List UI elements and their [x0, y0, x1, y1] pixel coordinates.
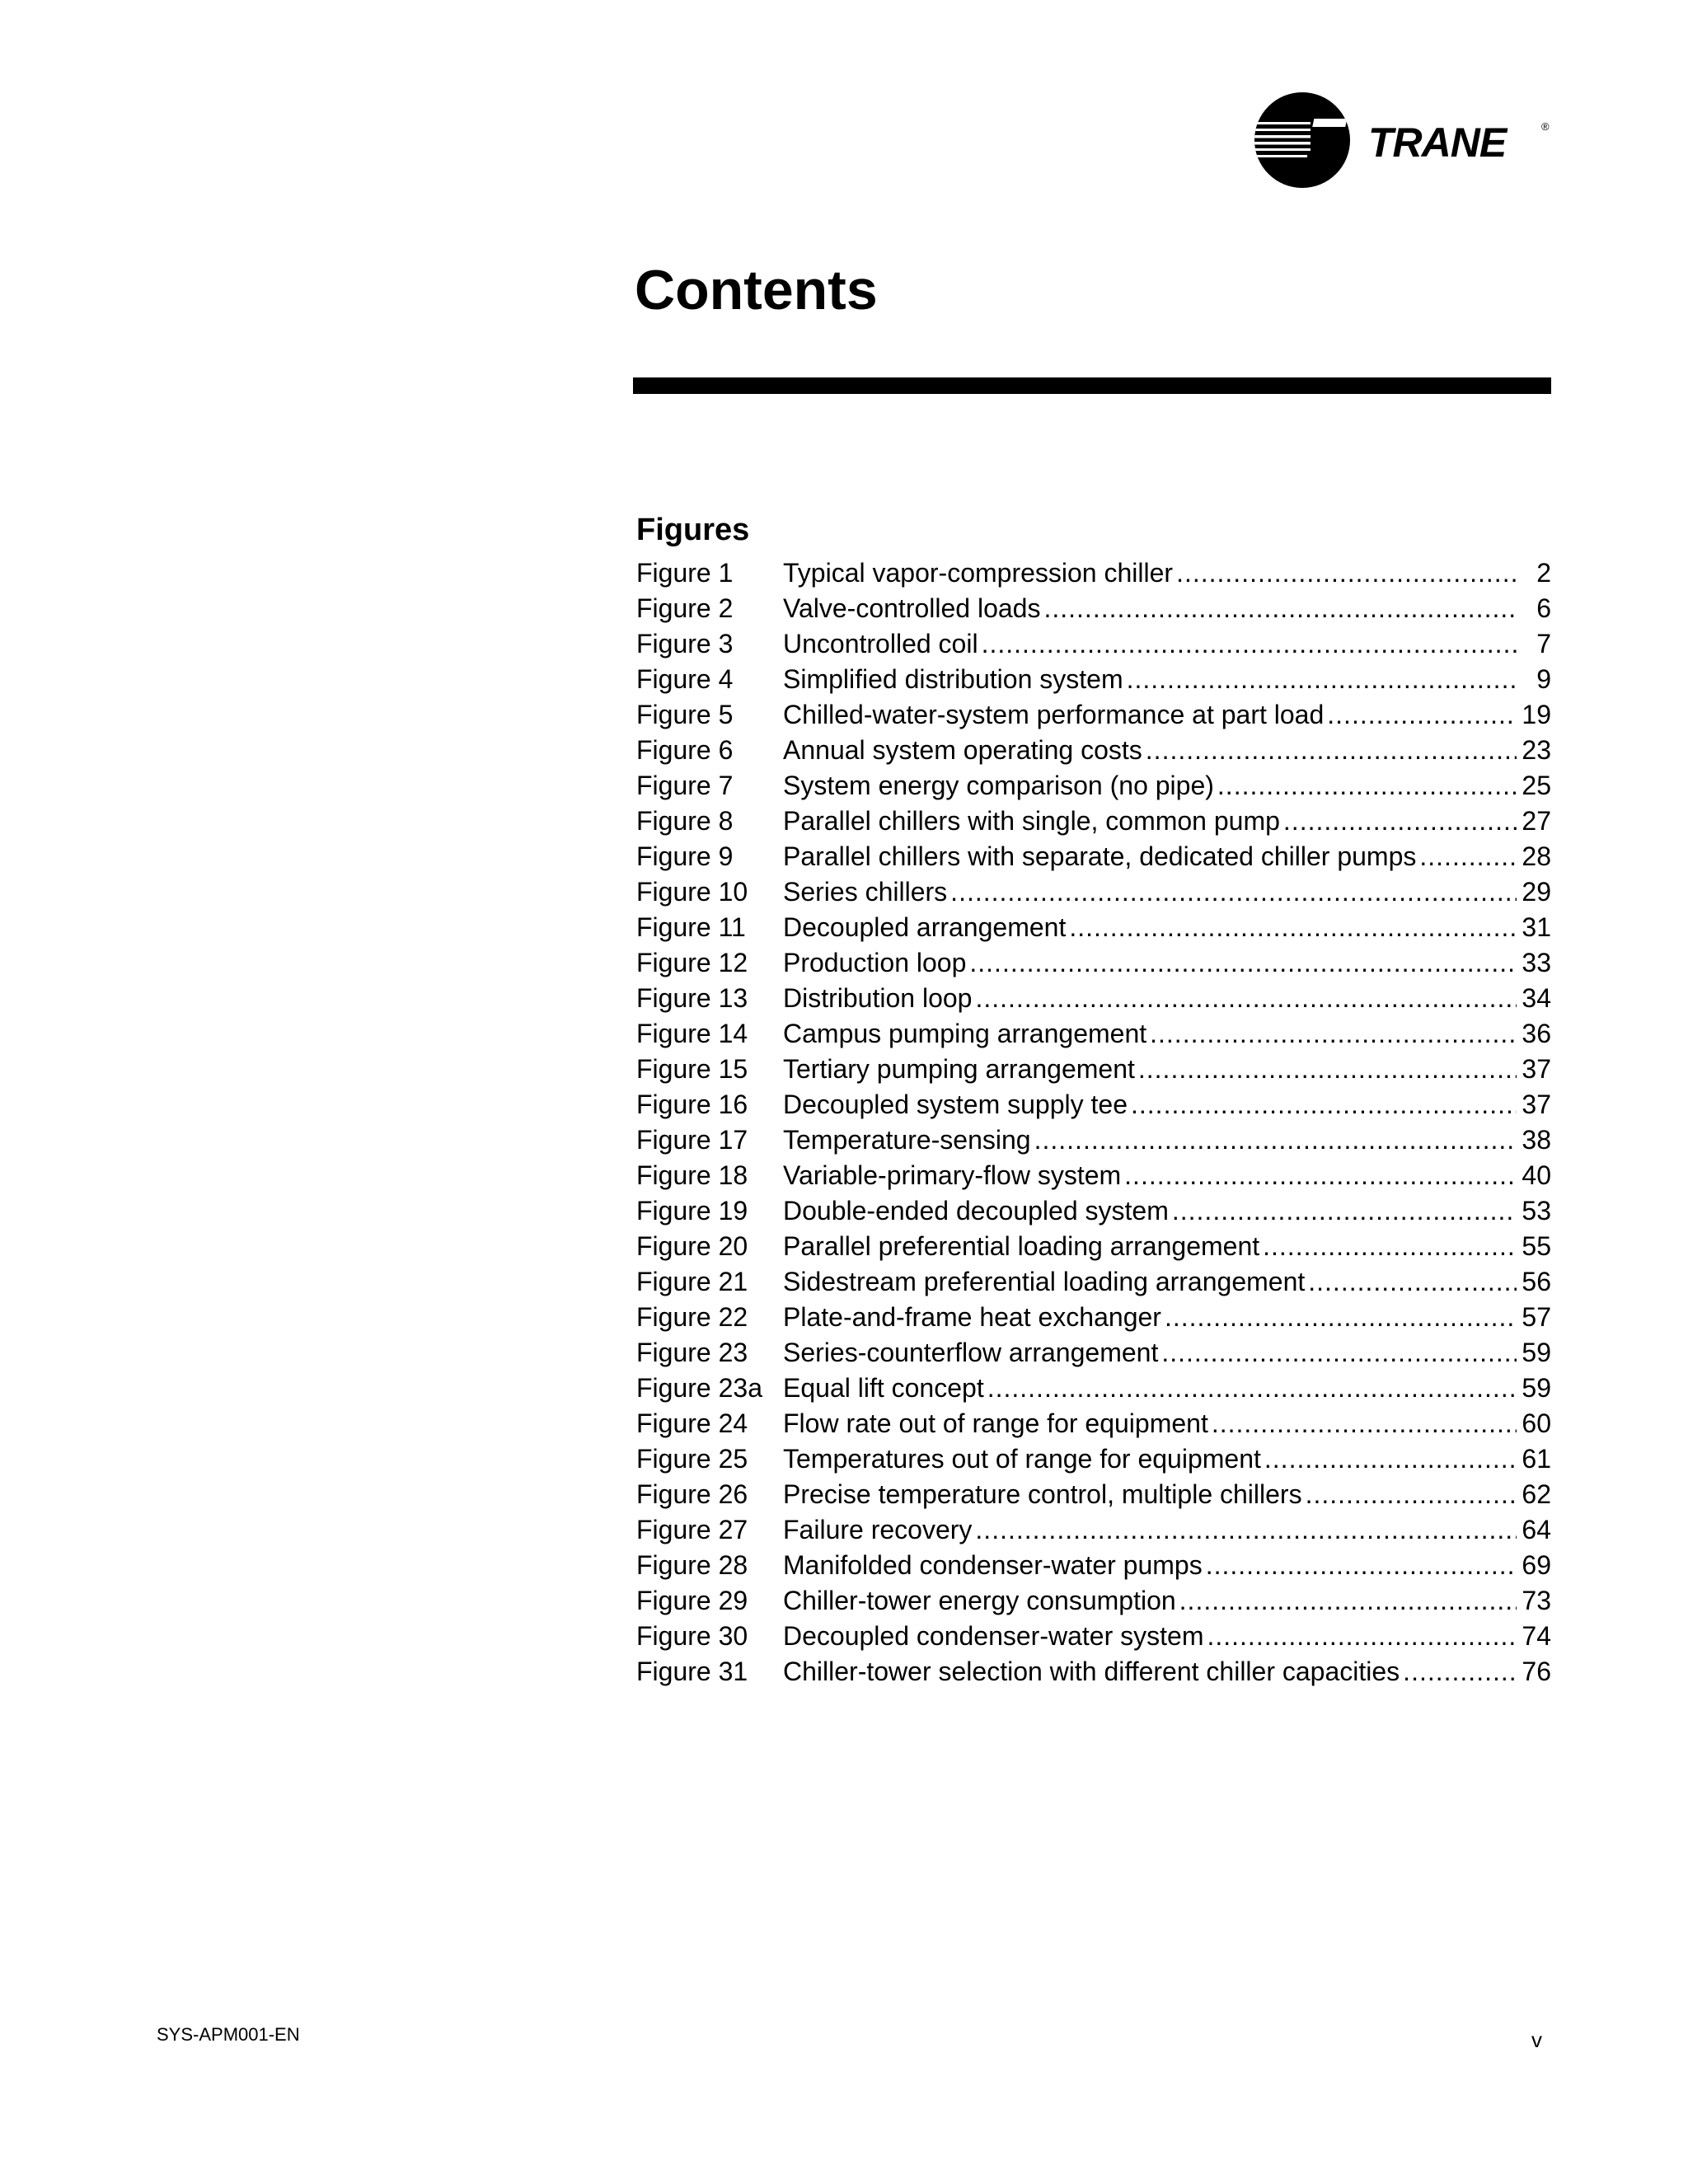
figure-title: Typical vapor-compression chiller — [783, 558, 1174, 588]
dot-leader — [975, 981, 1517, 1016]
dot-leader — [969, 945, 1517, 981]
figure-page-number: 27 — [1522, 806, 1551, 836]
dot-leader — [1127, 662, 1518, 697]
toc-entry[interactable] — [636, 733, 1551, 768]
toc-entry[interactable] — [636, 697, 1551, 733]
dot-leader — [1327, 697, 1517, 733]
figure-title: Series chillers — [783, 877, 948, 907]
figure-page-number: 73 — [1522, 1586, 1551, 1615]
trane-circle-logo-icon — [1253, 89, 1550, 196]
figure-label: Figure 15 — [636, 1054, 748, 1084]
dot-leader — [982, 626, 1518, 662]
dot-leader — [1283, 804, 1517, 839]
figure-title: Series-counterflow arrangement — [783, 1338, 1159, 1367]
figure-page-number: 38 — [1522, 1125, 1551, 1155]
dot-leader — [1403, 1654, 1517, 1690]
document-code: SYS-APM001-EN — [157, 2024, 300, 2045]
dot-leader — [950, 874, 1517, 910]
toc-entry[interactable] — [636, 1264, 1551, 1300]
figure-title: Distribution loop — [783, 983, 973, 1013]
figure-page-number: 64 — [1522, 1515, 1551, 1544]
figure-page-number: 33 — [1522, 948, 1551, 977]
figure-page-number: 28 — [1522, 841, 1551, 871]
figure-page-number: 37 — [1522, 1090, 1551, 1119]
toc-entry[interactable] — [636, 1477, 1551, 1512]
dot-leader — [1172, 1193, 1517, 1229]
figure-label: Figure 24 — [636, 1408, 748, 1438]
figure-label: Figure 7 — [636, 771, 734, 800]
toc-entry[interactable] — [636, 1441, 1551, 1477]
figure-label: Figure 19 — [636, 1196, 748, 1226]
figure-label: Figure 25 — [636, 1444, 748, 1474]
dot-leader — [1176, 555, 1518, 591]
figure-page-number: 40 — [1522, 1160, 1551, 1190]
figure-page-number: 59 — [1522, 1338, 1551, 1367]
figure-title: Temperature-sensing — [783, 1125, 1031, 1155]
dot-leader — [1034, 1122, 1517, 1158]
figure-title: Production loop — [783, 948, 967, 977]
toc-entry[interactable] — [636, 1335, 1551, 1371]
figure-title: Uncontrolled coil — [783, 629, 978, 658]
figure-label: Figure 4 — [636, 664, 734, 694]
toc-entry[interactable] — [636, 910, 1551, 945]
toc-entry[interactable] — [636, 1193, 1551, 1229]
dot-leader — [1131, 1087, 1517, 1122]
figure-label: Figure 5 — [636, 700, 734, 729]
toc-entry[interactable] — [636, 874, 1551, 910]
figure-label: Figure 2 — [636, 593, 734, 623]
figure-page-number: 57 — [1522, 1302, 1551, 1332]
figure-page-number: 29 — [1522, 877, 1551, 907]
figure-title: Annual system operating costs — [783, 735, 1142, 765]
figure-label: Figure 16 — [636, 1090, 748, 1119]
figure-title: Sidestream preferential loading arrangement — [783, 1267, 1306, 1296]
figure-page-number: 55 — [1522, 1231, 1551, 1261]
toc-entry[interactable] — [636, 1016, 1551, 1052]
figure-title: Decoupled condenser-water system — [783, 1621, 1204, 1651]
toc-entry[interactable] — [636, 1654, 1551, 1690]
figure-title: Plate-and-frame heat exchanger — [783, 1302, 1161, 1332]
figure-title: Simplified distribution system — [783, 664, 1123, 694]
dot-leader — [1069, 910, 1517, 945]
toc-entry[interactable] — [636, 1583, 1551, 1619]
figure-label: Figure 12 — [636, 948, 748, 977]
figure-label: Figure 17 — [636, 1125, 748, 1155]
figure-list — [636, 555, 1551, 1690]
toc-entry[interactable] — [636, 1512, 1551, 1548]
page-number: v — [1531, 2027, 1542, 2052]
figure-label: Figure 22 — [636, 1302, 748, 1332]
figure-title: Tertiary pumping arrangement — [783, 1054, 1135, 1084]
figure-page-number: 6 — [1536, 593, 1551, 623]
figure-label: Figure 29 — [636, 1586, 748, 1615]
dot-leader — [1308, 1264, 1517, 1300]
trane-logo — [1253, 89, 1550, 196]
dot-leader — [1306, 1477, 1517, 1512]
figure-title: Parallel chillers with single, common pump — [783, 806, 1280, 836]
figure-label: Figure 27 — [636, 1515, 748, 1544]
dot-leader — [1207, 1619, 1517, 1654]
figure-title: Campus pumping arrangement — [783, 1019, 1147, 1048]
figure-title: Variable-primary-flow system — [783, 1160, 1122, 1190]
toc-entry[interactable] — [636, 626, 1551, 662]
figure-label: Figure 21 — [636, 1267, 748, 1296]
figure-label: Figure 23 — [636, 1338, 748, 1367]
figure-title: Temperatures out of range for equipment — [783, 1444, 1261, 1474]
toc-entry[interactable] — [636, 945, 1551, 981]
figure-title: Flow rate out of range for equipment — [783, 1408, 1208, 1438]
figure-page-number: 9 — [1536, 664, 1551, 694]
toc-entry[interactable] — [636, 1122, 1551, 1158]
figure-title: Chilled-water-system performance at part load — [783, 700, 1325, 729]
dot-leader — [1043, 591, 1518, 626]
dot-leader — [1179, 1583, 1517, 1619]
figure-label: Figure 10 — [636, 877, 748, 907]
brand-name: TRANE — [1368, 120, 1507, 166]
title-rule — [633, 377, 1551, 394]
figure-title: Decoupled arrangement — [783, 912, 1067, 942]
dot-leader — [987, 1371, 1517, 1406]
toc-entry[interactable] — [636, 662, 1551, 697]
registered-mark: ® — [1541, 120, 1550, 133]
page-title: Contents — [635, 259, 878, 321]
figure-page-number: 76 — [1522, 1657, 1551, 1686]
toc-entry[interactable] — [636, 555, 1551, 591]
toc-entry[interactable] — [636, 768, 1551, 804]
figure-label: Figure 18 — [636, 1160, 748, 1190]
figure-title: Equal lift concept — [783, 1373, 984, 1403]
figure-label: Figure 3 — [636, 629, 734, 658]
figure-label: Figure 14 — [636, 1019, 748, 1048]
figure-label: Figure 11 — [636, 912, 746, 942]
section-heading-figures: Figures — [636, 513, 750, 547]
figure-page-number: 61 — [1522, 1444, 1551, 1474]
figure-title: Parallel preferential loading arrangement — [783, 1231, 1260, 1261]
dot-leader — [1264, 1441, 1517, 1477]
figure-label: Figure 23a — [636, 1373, 762, 1403]
figure-page-number: 37 — [1522, 1054, 1551, 1084]
toc-entry[interactable] — [636, 1087, 1551, 1122]
figure-page-number: 69 — [1522, 1550, 1551, 1580]
figure-title: Failure recovery — [783, 1515, 973, 1544]
figure-page-number: 36 — [1522, 1019, 1551, 1048]
dot-leader — [1217, 768, 1517, 804]
figure-page-number: 60 — [1522, 1408, 1551, 1438]
figure-label: Figure 26 — [636, 1479, 748, 1509]
figure-page-number: 31 — [1522, 912, 1551, 942]
figure-title: Manifolded condenser-water pumps — [783, 1550, 1203, 1580]
figure-label: Figure 30 — [636, 1621, 748, 1651]
dot-leader — [1419, 839, 1517, 874]
figure-page-number: 25 — [1522, 771, 1551, 800]
toc-entry[interactable] — [636, 1158, 1551, 1193]
dot-leader — [1161, 1335, 1517, 1371]
figure-page-number: 56 — [1522, 1267, 1551, 1296]
dot-leader — [1212, 1406, 1517, 1441]
figure-page-number: 62 — [1522, 1479, 1551, 1509]
toc-entry[interactable] — [636, 1619, 1551, 1654]
figure-label: Figure 9 — [636, 841, 734, 871]
figure-label: Figure 31 — [636, 1657, 748, 1686]
figure-label: Figure 6 — [636, 735, 734, 765]
figure-title: System energy comparison (no pipe) — [783, 771, 1214, 800]
toc-entry[interactable] — [636, 1052, 1551, 1087]
dot-leader — [1150, 1016, 1517, 1052]
figure-label: Figure 28 — [636, 1550, 748, 1580]
dot-leader — [1138, 1052, 1517, 1087]
dot-leader — [1263, 1229, 1517, 1264]
figure-page-number: 19 — [1522, 700, 1551, 729]
toc-entry[interactable] — [636, 1229, 1551, 1264]
figure-title: Decoupled system supply tee — [783, 1090, 1128, 1119]
toc-entry[interactable] — [636, 1300, 1551, 1335]
figure-title: Chiller-tower energy consumption — [783, 1586, 1176, 1615]
figure-page-number: 74 — [1522, 1621, 1551, 1651]
dot-leader — [1124, 1158, 1517, 1193]
figure-title: Double-ended decoupled system — [783, 1196, 1169, 1226]
figure-page-number: 2 — [1536, 558, 1551, 588]
dot-leader — [1146, 733, 1517, 768]
dot-leader — [975, 1512, 1517, 1548]
figure-title: Chiller-tower selection with different chiller capacities — [783, 1657, 1400, 1686]
figure-page-number: 59 — [1522, 1373, 1551, 1403]
figure-page-number: 23 — [1522, 735, 1551, 765]
dot-leader — [1165, 1300, 1517, 1335]
figure-title: Valve-controlled loads — [783, 593, 1041, 623]
figure-page-number: 34 — [1522, 983, 1551, 1013]
dot-leader — [1206, 1548, 1517, 1583]
figure-page-number: 53 — [1522, 1196, 1551, 1226]
toc-entry[interactable] — [636, 839, 1551, 874]
toc-entry[interactable] — [636, 1371, 1551, 1406]
toc-entry[interactable] — [636, 804, 1551, 839]
toc-entry[interactable] — [636, 1548, 1551, 1583]
figure-title: Precise temperature control, multiple chillers — [783, 1479, 1302, 1509]
figure-label: Figure 20 — [636, 1231, 748, 1261]
figure-label: Figure 13 — [636, 983, 748, 1013]
toc-entry[interactable] — [636, 1406, 1551, 1441]
toc-entry[interactable] — [636, 591, 1551, 626]
figure-label: Figure 8 — [636, 806, 734, 836]
figure-page-number: 7 — [1536, 629, 1551, 658]
toc-entry[interactable] — [636, 981, 1551, 1016]
figure-label: Figure 1 — [636, 558, 734, 588]
figure-title: Parallel chillers with separate, dedicated chiller pumps — [783, 841, 1417, 871]
